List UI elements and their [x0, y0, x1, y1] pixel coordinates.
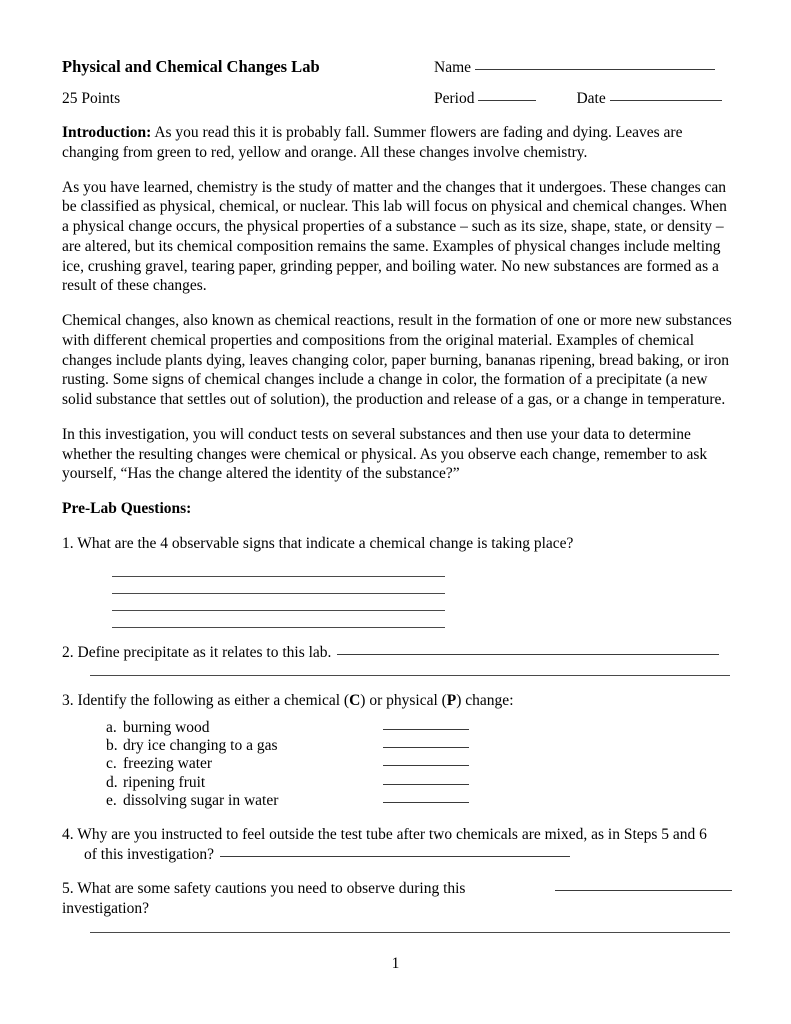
list-item-marker: e.	[106, 791, 117, 809]
period-date-field-group	[434, 90, 732, 108]
header-title-row	[62, 58, 732, 77]
introduction-text: As you read this it is probably fall. Summer flowers are fading and dying. Leaves are changing from green to red, yellow and orange. All these changes involve chemistry.	[62, 124, 683, 161]
prelab-heading	[62, 499, 732, 519]
prelab-heading-text: Pre-Lab Questions:	[62, 500, 192, 517]
question-1: 1. What are the 4 observable signs that indicate a chemical change is taking place?	[62, 534, 574, 552]
list-item-marker: c.	[106, 755, 117, 773]
list-item-marker: d.	[106, 773, 118, 791]
page-number: 1	[391, 955, 400, 972]
question-3-code-c: C	[349, 692, 361, 710]
list-item-label: dissolving sugar in water	[123, 791, 279, 809]
list-item	[106, 774, 732, 792]
list-item-label: ripening fruit	[123, 773, 206, 791]
list-item	[106, 755, 732, 773]
name-field-group	[434, 59, 732, 77]
date-blank-line[interactable]	[610, 100, 722, 101]
paragraph-investigation: In this investigation, you will conduct tests on several substances and then use your data to determine whether the resulting changes were chemical or physical. As you observe each change, remember to ask yourself, “Has the change altered the identity of the substance?”	[62, 425, 708, 483]
spacer-9	[62, 864, 732, 879]
answer-line[interactable]	[112, 560, 445, 577]
introduction-heading: Introduction:	[62, 124, 152, 141]
question-3-text-part1: 3. Identify the following as either a chemical (	[62, 692, 350, 710]
header-points-row	[62, 90, 732, 108]
spacer-6	[62, 628, 732, 643]
question-5-text: 5. What are some safety cautions you need to observe during this investigation?	[62, 880, 466, 918]
paragraph-physical-changes: As you have learned, chemistry is the study of matter and the changes that it undergoes. These changes can be classified as physical, chemical, or nuclear. This lab will focus on physical and chemical changes. When a physical change occurs, the physical properties of a substance – such as its size, shape, state, or density – are altered, but its chemical composition remains the same. Examples of physical changes include melting ice, crushing gravel, tearing paper, grinding pepper, and boiling water. No new substances are formed as a result of these changes.	[62, 178, 727, 295]
paragraph-chemical-changes: Chemical changes, also known as chemical reactions, result in the formation of one or more new substances with different chemical properties and compositions from the original material. Examples of chemical changes include plants dying, leaves changing color, paper burning, bananas ripening, bread baking, or iron rusting. Some signs of chemical changes include a change in color, the formation of a precipitate (a new solid substance that settles out of solution), the production and release of a gas, or a change in temperature.	[62, 312, 732, 408]
spacer-7	[62, 676, 732, 691]
answer-line[interactable]	[112, 594, 445, 611]
question-2	[62, 643, 732, 663]
question-3-text-part2: ) or physical (	[360, 692, 447, 710]
page-content	[62, 58, 732, 933]
spacer-8	[62, 810, 732, 825]
list-item-answer-line[interactable]	[383, 747, 469, 748]
question-1-answer-lines	[62, 560, 732, 628]
spacer-5	[62, 519, 732, 534]
spacer-3	[62, 410, 732, 425]
list-item	[106, 737, 732, 755]
list-item-marker: b.	[106, 737, 118, 755]
spacer-2	[62, 296, 732, 311]
list-item-answer-line[interactable]	[383, 802, 469, 803]
list-item-answer-line[interactable]	[383, 784, 469, 785]
question-3-item-list	[62, 719, 732, 810]
question-4-text-continued: of this investigation?	[84, 845, 215, 863]
list-item-label: freezing water	[123, 755, 213, 773]
question-5-answer-line-continued[interactable]	[90, 932, 730, 933]
list-item-label: dry ice changing to a gas	[123, 737, 278, 755]
list-item-answer-line[interactable]	[383, 765, 469, 766]
list-item-answer-line[interactable]	[383, 729, 469, 730]
list-item	[106, 792, 732, 810]
list-item-label: burning wood	[123, 719, 210, 736]
question-4-line1: 4. Why are you instructed to feel outside the test tube after two chemicals are mixed, as in Steps 5 and 6	[62, 825, 707, 843]
spacer-after-header	[62, 108, 732, 123]
page-title: Physical and Chemical Changes Lab	[62, 57, 320, 76]
question-2-text: 2. Define precipitate as it relates to this lab.	[62, 643, 332, 661]
question-3	[62, 691, 732, 711]
header-left-points	[62, 90, 434, 108]
introduction-paragraph	[62, 123, 732, 163]
page-footer	[0, 955, 791, 973]
question-3-code-p: P	[446, 692, 457, 710]
list-item	[106, 719, 732, 737]
answer-line[interactable]	[112, 577, 445, 594]
name-label: Name	[434, 59, 472, 76]
spacer-4	[62, 484, 732, 499]
question-2-answer-line[interactable]	[337, 654, 719, 655]
question-4-line2	[62, 845, 732, 865]
period-blank-line[interactable]	[478, 100, 536, 101]
spacer-1	[62, 163, 732, 178]
points-label: 25 Points	[62, 90, 121, 107]
header-spacer	[62, 77, 732, 90]
name-blank-line[interactable]	[475, 69, 715, 70]
period-label: Period	[434, 90, 475, 107]
answer-line[interactable]	[112, 611, 445, 628]
date-label: Date	[576, 90, 606, 107]
list-item-marker: a.	[106, 719, 117, 736]
question-3-text-part3: ) change:	[456, 692, 514, 710]
question-5	[62, 879, 732, 919]
question-4-answer-line[interactable]	[220, 856, 570, 857]
header-left-title	[62, 58, 434, 77]
question-5-answer-line[interactable]	[555, 890, 732, 891]
